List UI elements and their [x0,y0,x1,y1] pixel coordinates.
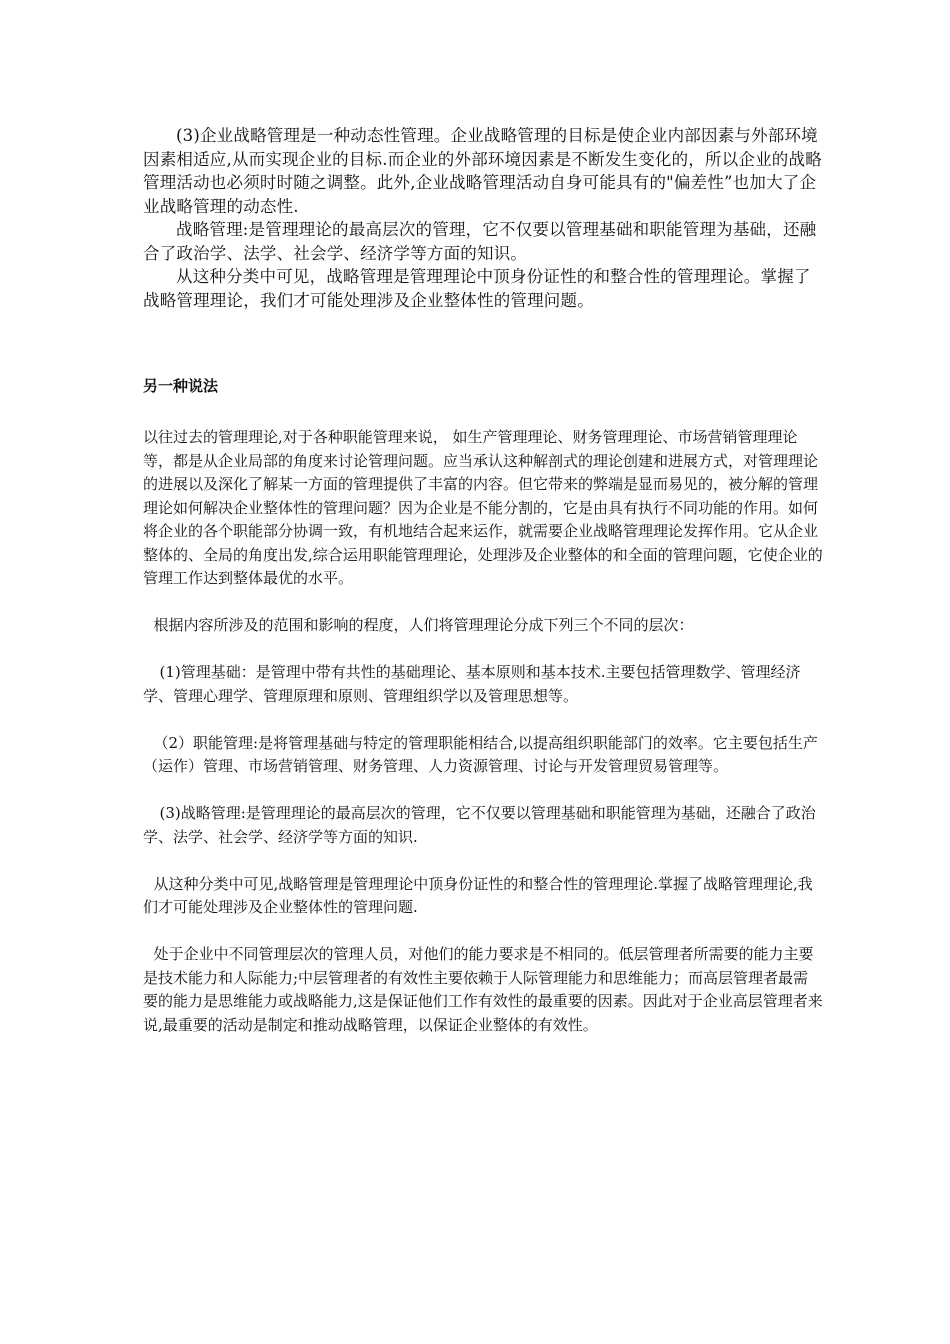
paragraph-strategic-management-definition: 战略管理:是管理理论的最高层次的管理，它不仅要以管理基础和职能管理为基础，还融合了政治学、法学、社会学、经济学等方面的知识。 [143,220,817,263]
paragraph-management-levels: 处于企业中不同管理层次的管理人员，对他们的能力要求是不相同的。低层管理者所需要的能力主要是技术能力和人际能力;中层管理者的有效性主要依赖于人际管理能力和思维能力；而高层管理者最需要的能力是思维能力或战略能力,这是保证他们工作有效性的最重要的因素。因此对于企业高层管理者来说,最重要的活动是制定和推动战略管理，以保证企业整体的有效性。 [143,945,823,1034]
section-heading: 另一种说法 [143,377,219,395]
paragraph-three-levels-intro: 根据内容所涉及的范围和影响的程度，人们将管理理论分成下列三个不同的层次： [153,616,694,634]
paragraph-strategic-management: (3)战略管理:是管理理论的最高层次的管理，它不仅要以管理基础和职能管理为基础，还融合了政治学、法学、社会学、经济学等方面的知识. [143,804,816,846]
paragraph-management-basics: (1)管理基础：是管理中带有共性的基础理论、基本原则和基本技术.主要包括管理数学、管理经济学、管理心理学、管理原理和原则、管理组织学以及管理思想等。 [143,663,801,705]
paragraph-functional-management: （2）职能管理:是将管理基础与特定的管理职能相结合,以提高组织职能部门的效率。它主要包括生产（运作）管理、市场营销管理、财务管理、人力资源管理、讨论与开发管理贸易管理等。 [143,733,818,775]
paragraph-classification: 从这种分类中可见,战略管理是管理理论中顶身份证性的和整合性的管理理论.掌握了战略管理理论,我们才可能处理涉及企业整体性的管理问题. [143,874,813,916]
top-section [143,124,823,312]
paragraph-classification-conclusion: 从这种分类中可见，战略管理是管理理论中顶身份证性的和整合性的管理理论。掌握了战略管理理论，我们才可能处理涉及企业整体性的管理问题。 [143,267,811,310]
paragraph-dynamic-management: (3)企业战略管理是一种动态性管理。企业战略管理的目标是使企业内部因素与外部环境因素相适应,从而实现企业的目标.而企业的外部环境因素是不断发生变化的，所以企业的战略管理活动也必须时时随之调整。此外,企业战略管理活动自身可能具有的"偏差性”也加大了企业战略管理的动态性. [143,126,822,216]
paragraph-past-theory: 以往过去的管理理论,对于各种职能管理来说， 如生产管理理论、财务管理理论、市场营销管理理论等，都是从企业局部的角度来讨论管理问题。应当承认这种解剖式的理论创建和进展方式，对管理理论的进展以及深化了解某一方面的管理提供了丰富的内容。但它带来的弊端是显而易见的，被分解的管理理论如何解决企业整体性的管理问题？因为企业是不能分割的，它是由具有执行不同功能的作用。如何将企业的各个职能部分协调一致，有机地结合起来运作，就需要企业战略管理理论发挥作用。它从企业整体的、全局的角度出发,综合运用职能管理理论，处理涉及企业整体的和全面的管理问题，它使企业的管理工作达到整体最优的水平。 [143,428,823,587]
body-section [143,426,823,1061]
